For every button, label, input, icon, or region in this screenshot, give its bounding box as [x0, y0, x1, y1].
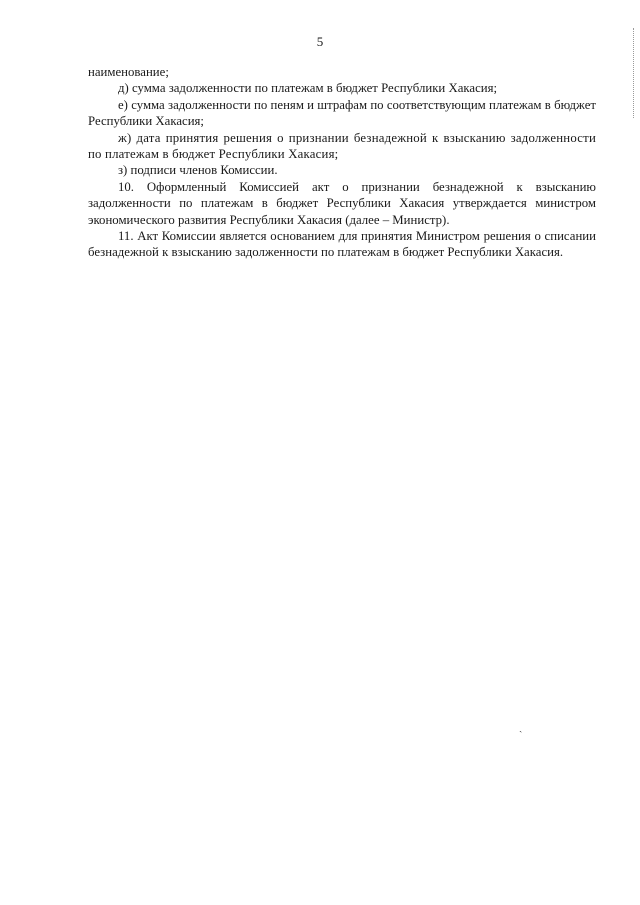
- paragraph-item-zh: ж) дата принятия решения о признании безнадежной к взысканию задолженности по платежам в бюджет Республики Хакасия;: [88, 130, 596, 162]
- paragraph-11: 11. Акт Комиссии является основанием для принятия Министром решения о списании безнадежной к взысканию задолженности по платежам в бюджет Республики Хакасия.: [88, 229, 596, 260]
- paragraph-item-e: е) сумма задолженности по пеням и штрафам по соответствующим платежам в бюджет Республики Хакасия;: [88, 97, 596, 129]
- scan-edge-mark: [633, 28, 635, 118]
- page-number: 5: [316, 34, 324, 49]
- paragraph-item-z: з) подписи членов Комиссии.: [118, 163, 278, 178]
- paragraph-naimenovanie: наименование;: [88, 65, 169, 79]
- paragraph-10: 10. Оформленный Комиссией акт о признании безнадежной к взысканию задолженности по платежам в бюджет Республики Хакасия утверждается министром экономического развития Республики Хакасия (далее – Министр).: [88, 179, 596, 227]
- paragraph-item-d: д) сумма задолженности по платежам в бюджет Республики Хакасия;: [118, 81, 498, 96]
- document-body: [88, 64, 596, 261]
- stray-pen-mark: ˏ: [519, 722, 523, 733]
